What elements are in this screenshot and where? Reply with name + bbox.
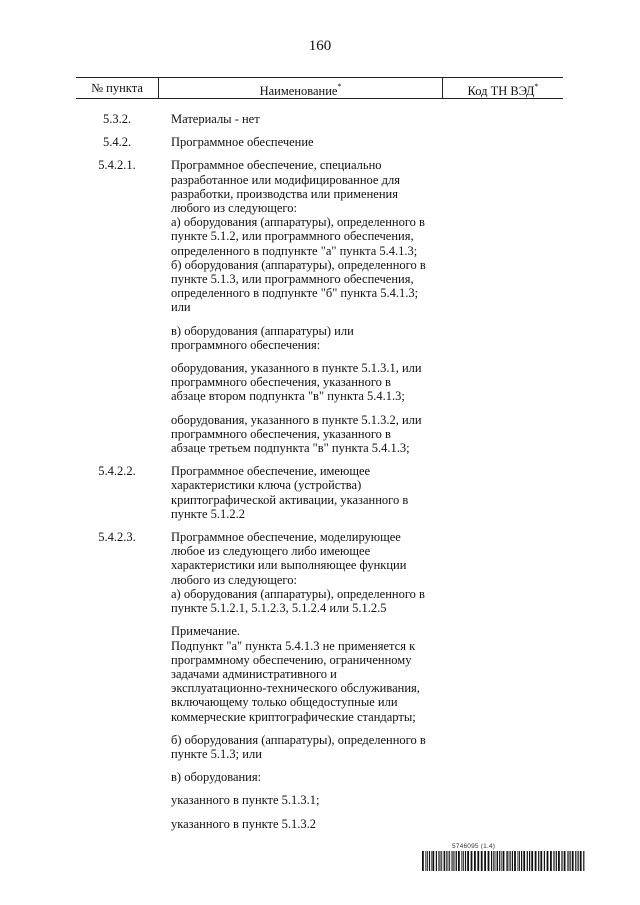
item-paragraph: Программное обеспечение <box>171 135 314 150</box>
barcode-bar <box>422 851 424 871</box>
barcode-bar <box>452 851 453 871</box>
barcode-bar <box>438 851 439 871</box>
table-row <box>76 158 563 455</box>
barcode <box>422 851 586 871</box>
barcode-bar <box>429 851 430 871</box>
barcode-bar <box>471 851 473 871</box>
barcode-bar <box>558 851 560 871</box>
barcode-bar <box>503 851 505 871</box>
item-paragraph: оборудования, указанного в пункте 5.1.3.1, или программного обеспечения, указанного в абзаце втором подпункта "в" пункта 5.4.1.3; <box>171 361 422 404</box>
barcode-bar <box>458 851 460 871</box>
barcode-bar <box>491 851 492 871</box>
barcode-bar <box>547 851 549 871</box>
item-paragraph: в) оборудования: <box>171 770 262 785</box>
item-paragraph: Примечание. Подпункт "а" пункта 5.4.1.3 не применяется к программному обеспечению, ограниченному задачами административного и эксплуатационно-технического обслуживания, включающему только общедоступные или коммерческие криптографические стандарты; <box>171 624 420 724</box>
item-text <box>171 158 443 455</box>
barcode-bar <box>477 851 479 871</box>
barcode-bar <box>427 851 428 871</box>
item-paragraph: указанного в пункте 5.1.3.2 <box>171 816 317 831</box>
barcode-bar <box>556 851 557 871</box>
barcode-bar <box>550 851 552 871</box>
item-number: 5.4.2.2. <box>98 464 136 479</box>
barcode-bar <box>488 851 490 871</box>
document-code: 5746095 (1.4) <box>452 843 496 850</box>
barcode-bar <box>443 851 444 871</box>
header-name <box>159 78 442 98</box>
barcode-bar <box>523 851 525 871</box>
table-row <box>76 530 563 831</box>
barcode-bar <box>474 851 476 871</box>
header-code-label: Код ТН ВЭД <box>467 84 535 99</box>
barcode-bar <box>538 851 539 871</box>
barcode-bar <box>568 851 569 871</box>
barcode-bar <box>544 851 545 871</box>
barcode-bar <box>518 851 519 871</box>
barcode-bar <box>425 851 426 871</box>
barcode-bar <box>436 851 437 871</box>
barcode-bar <box>506 851 507 871</box>
item-number: 5.3.2. <box>102 112 132 126</box>
barcode-bar <box>455 851 456 871</box>
table-row <box>76 135 563 149</box>
item-text <box>171 112 443 126</box>
barcode-bar <box>531 851 533 871</box>
barcode-bar <box>496 851 497 871</box>
item-paragraph: в) оборудования (аппаратуры) или программного обеспечения: <box>171 323 354 352</box>
barcode-bar <box>580 851 582 871</box>
header-number-label: № пункта <box>91 81 143 95</box>
barcode-bar <box>465 851 466 871</box>
barcode-bar <box>514 851 516 871</box>
entries-list <box>76 112 563 840</box>
barcode-bar <box>578 851 579 871</box>
barcode-bar <box>510 851 511 871</box>
barcode-bar <box>561 851 562 871</box>
barcode-bar <box>540 851 542 871</box>
barcode-bar <box>507 851 508 871</box>
barcode-bar <box>519 851 520 871</box>
barcode-bar <box>463 851 464 871</box>
item-paragraph: Программное обеспечение, специально разработанное или модифицированное для разработки, производства или применения любого из следующего: а) оборудования (аппаратуры), определенного в пункте 5.1.2, или программного обеспечения, определенного в подпункте "а" пункта 5.4.1.3; б) оборудования (аппаратуры), определенного в пункте 5.1.3, или программного обеспечения, определенного в подпункте "б" пункта 5.4.1.3; или <box>171 158 426 315</box>
barcode-bar <box>444 851 445 871</box>
barcode-bar <box>499 851 500 871</box>
item-paragraph: указанного в пункте 5.1.3.1; <box>171 793 320 808</box>
barcode-bar <box>527 851 528 871</box>
barcode-bar <box>553 851 554 871</box>
barcode-bar <box>446 851 447 871</box>
barcode-bar <box>535 851 537 871</box>
header-code-footnote-mark: * <box>534 82 539 91</box>
barcode-bar <box>481 851 483 871</box>
barcode-bar <box>583 851 584 871</box>
barcode-bar <box>456 851 457 871</box>
barcode-bar <box>521 851 522 871</box>
barcode-bar <box>512 851 513 871</box>
barcode-bar <box>439 851 440 871</box>
table-header <box>76 77 563 99</box>
barcode-bar <box>461 851 462 871</box>
page-number: 160 <box>308 38 332 54</box>
header-name-footnote-mark: * <box>337 82 342 91</box>
item-number: 5.4.2. <box>102 135 132 150</box>
item-paragraph: Материалы - нет <box>171 112 260 126</box>
barcode-bar <box>575 851 576 871</box>
barcode-bar <box>570 851 571 871</box>
table-row <box>76 112 563 126</box>
item-paragraph: б) оборудования (аппаратуры), определенного в пункте 5.1.3; или <box>171 732 426 761</box>
barcode-bar <box>484 851 486 871</box>
item-paragraph: оборудования, указанного в пункте 5.1.3.2, или программного обеспечения, указанного в абзаце третьем подпункта "в" пункта 5.4.1.3; <box>171 412 422 456</box>
item-text <box>171 530 443 831</box>
barcode-bar <box>451 851 452 871</box>
barcode-bar <box>501 851 502 871</box>
barcode-bar <box>449 851 450 871</box>
barcode-bar <box>467 851 469 871</box>
barcode-bar <box>453 851 454 871</box>
barcode-bar <box>529 851 530 871</box>
header-number <box>76 78 158 98</box>
barcode-bar <box>493 851 494 871</box>
item-number: 5.4.2.1. <box>98 158 136 173</box>
item-paragraph: Программное обеспечение, имеющее характеристики ключа (устройства) криптографической активации, указанного в пункте 5.1.2.2 <box>171 464 409 521</box>
item-text <box>171 135 443 149</box>
barcode-bar <box>572 851 574 871</box>
header-code <box>443 78 563 98</box>
header-name-label: Наименование <box>259 84 338 99</box>
barcode-bar <box>567 851 568 871</box>
barcode-bar <box>431 851 432 871</box>
barcode-bar <box>564 851 566 871</box>
item-number: 5.4.2.3. <box>98 530 136 545</box>
item-paragraph: Программное обеспечение, моделирующее любое из следующего либо имеющее характеристики или выполняющее функции любого из следующего: а) оборудования (аппаратуры), определенного в пункте 5.1.2.1, 5.1.2.3, 5.1.2.4 или 5.1.2.5 <box>171 530 425 616</box>
barcode-bar <box>497 851 498 871</box>
table-row <box>76 464 563 521</box>
barcode-bar <box>432 851 434 871</box>
item-text <box>171 464 443 521</box>
barcode-bar <box>441 851 442 871</box>
